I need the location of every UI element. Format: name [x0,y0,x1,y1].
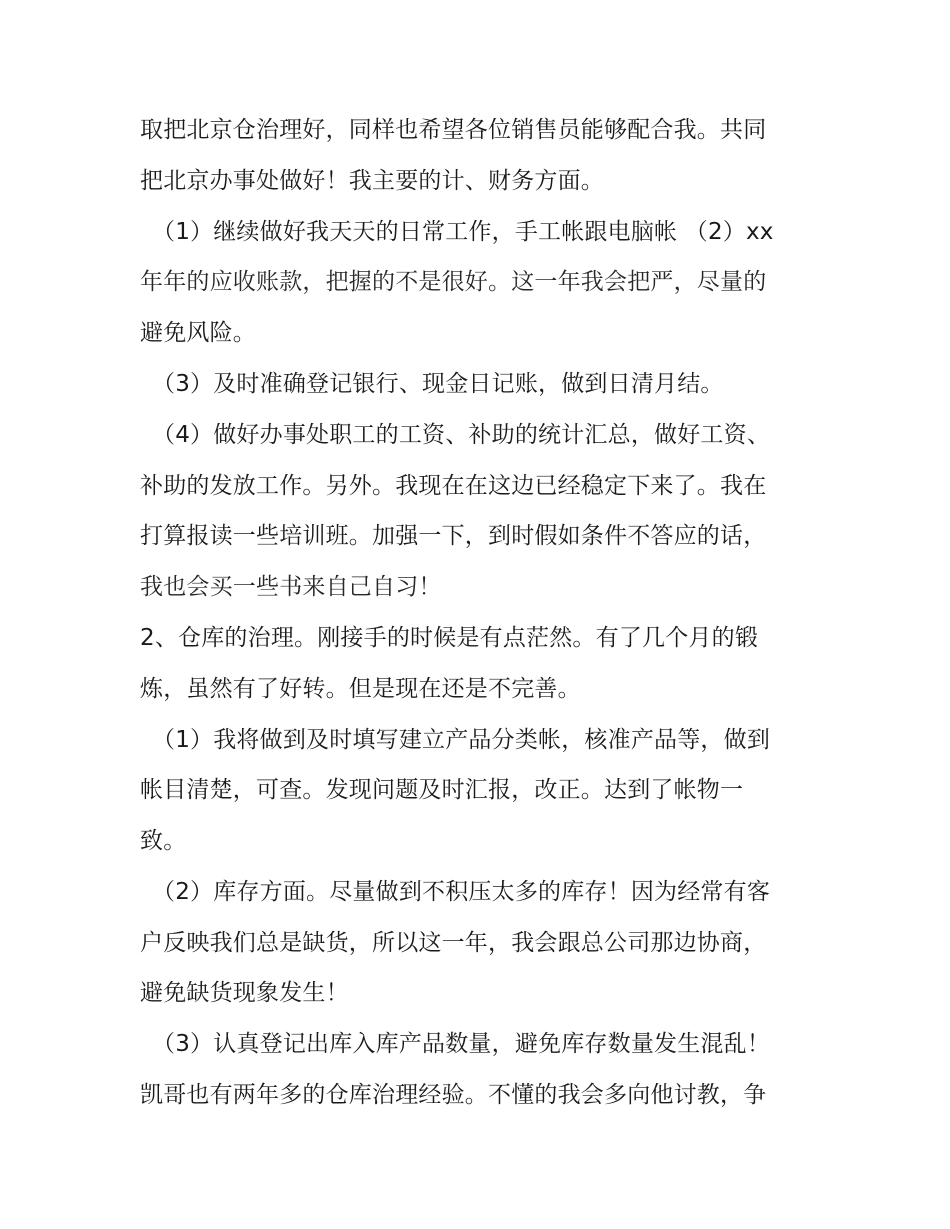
text-line: 避免风险。 [140,320,256,346]
text-line: 我也会买一些书来自己自习！ [140,574,442,600]
text-line: 2、仓库的治理。刚接手的时候是有点茫然。有了几个月的锻 [140,625,759,651]
text-line: （4）做好办事处职工的工资、补助的统计汇总，做好工资、 [152,422,771,448]
text-line: （1）我将做到及时填写建立产品分类帐，核准产品等，做到 [152,727,771,753]
text-line: 避免缺货现象发生！ [140,980,349,1006]
text-line: （2）库存方面。尽量做到不积压太多的库存！因为经常有客 [152,879,771,905]
text-line: 致。 [140,828,187,854]
text-line: 帐目清楚，可查。发现问题及时汇报，改正。达到了帐物一 [140,777,744,803]
text-line: 打算报读一些培训班。加强一下，到时假如条件不答应的话， [140,523,767,549]
text-line: 年年的应收账款，把握的不是很好。这一年我会把严，尽量的 [140,269,767,295]
text-line: （3）认真登记出库入库产品数量，避免库存数量发生混乱！ [152,1031,771,1057]
text-line: 补助的发放工作。另外。我现在在这边已经稳定下来了。我在 [140,473,767,499]
text-line: 取把北京仓治理好，同样也希望各位销售员能够配合我。共同 [140,117,767,143]
text-line: （1）继续做好我天天的日常工作，手工帐跟电脑帐 （2）xx [152,219,774,245]
text-line: （3）及时准确登记银行、现金日记账，做到日清月结。 [152,371,724,397]
text-line: 把北京办事处做好！我主要的计、财务方面。 [140,168,604,194]
text-line: 凯哥也有两年多的仓库治理经验。不懂的我会多向他讨教，争 [140,1082,767,1108]
text-line: 户反映我们总是缺货，所以这一年，我会跟总公司那边协商， [140,930,767,956]
text-line: 炼，虽然有了好转。但是现在还是不完善。 [140,676,581,702]
